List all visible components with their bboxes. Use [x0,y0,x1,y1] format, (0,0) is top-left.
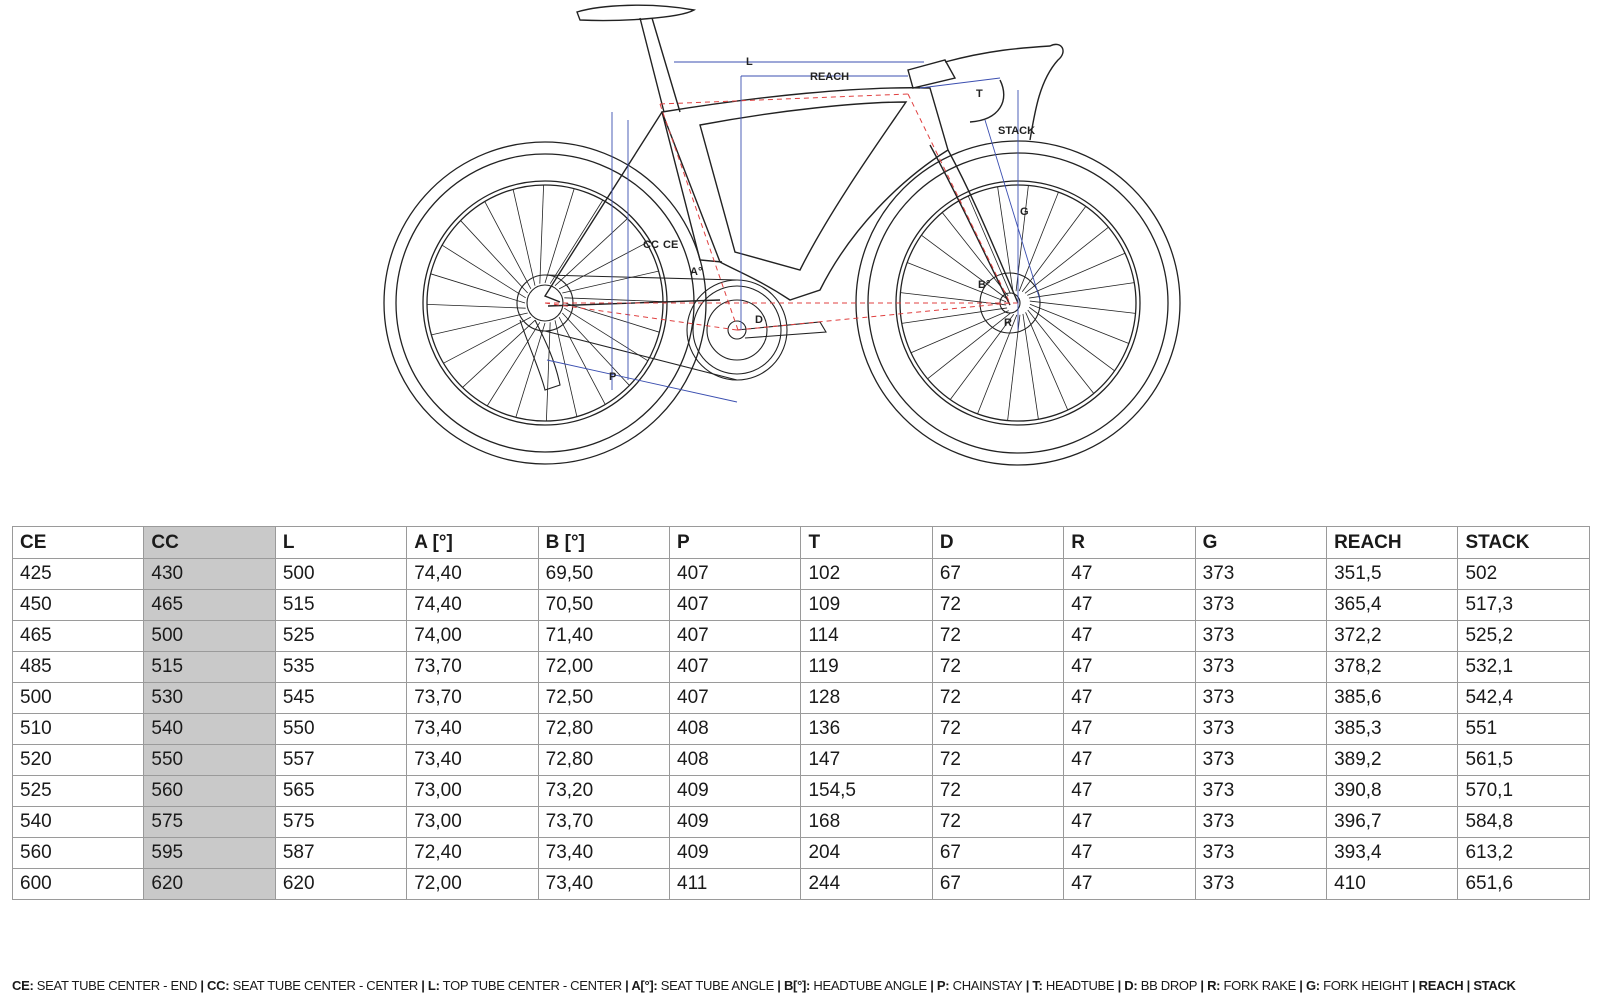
table-cell: 373 [1195,838,1326,869]
legend: CE: SEAT TUBE CENTER - END | CC: SEAT TUBE CENTER - CENTER | L: TOP TUBE CENTER - CENTER | A[°]: SEAT TUBE ANGLE | B[°]: HEADTUBE ANGLE | P: CHAINSTAY | T: HEADTUBE | D: BB DROP | R: FORK RAKE | G: FORK HEIGHT | REACH | STACK [12,978,1516,993]
table-cell: 47 [1064,838,1195,869]
column-header: T [801,527,932,559]
spoke [921,235,1006,299]
geometry-table-body [13,559,1590,900]
table-cell: 119 [801,652,932,683]
column-header: CC [144,527,275,559]
table-cell: 551 [1458,714,1590,745]
table-cell: 69,50 [538,559,669,590]
table-cell: 73,40 [538,869,669,900]
column-header: CE [13,527,144,559]
legend-item: A[°]: SEAT TUBE ANGLE [631,978,774,993]
table-cell: 545 [275,683,406,714]
label-b: B° [978,279,991,291]
table-cell: 385,3 [1327,714,1458,745]
table-cell: 560 [144,776,275,807]
table-cell: 517,3 [1458,590,1590,621]
table-cell: 542,4 [1458,683,1590,714]
table-cell: 73,40 [407,745,538,776]
table-cell: 74,00 [407,621,538,652]
table-cell: 540 [144,714,275,745]
table-cell: 373 [1195,745,1326,776]
table-cell: 430 [144,559,275,590]
table-cell: 373 [1195,621,1326,652]
table-cell: 411 [670,869,801,900]
table-cell: 500 [13,683,144,714]
table-cell: 168 [801,807,932,838]
legend-item: CE: SEAT TUBE CENTER - END [12,978,198,993]
dimension-lines [547,62,1040,402]
spoke [942,213,1008,296]
table-cell: 408 [670,714,801,745]
table-cell: 47 [1064,807,1195,838]
table-cell: 47 [1064,714,1195,745]
table-cell: 407 [670,683,801,714]
table-cell: 71,40 [538,621,669,652]
dimension-labels [609,56,1035,383]
geometry-table [12,526,1590,900]
table-cell: 584,8 [1458,807,1590,838]
table-cell: 136 [801,714,932,745]
table-cell: 74,40 [407,590,538,621]
table-cell: 530 [144,683,275,714]
table-cell: 561,5 [1458,745,1590,776]
column-header: D [932,527,1063,559]
table-cell: 373 [1195,776,1326,807]
table-cell: 557 [275,745,406,776]
legend-item: R: FORK RAKE [1207,978,1296,993]
column-header: G [1195,527,1326,559]
spoke [1022,206,1086,291]
spoke [998,187,1013,292]
table-cell: 147 [801,745,932,776]
table-cell: 73,20 [538,776,669,807]
table-row [13,869,1590,900]
table-cell: 373 [1195,590,1326,621]
table-cell: 396,7 [1327,807,1458,838]
table-cell: 565 [275,776,406,807]
table-cell: 587 [275,838,406,869]
table-cell: 407 [670,559,801,590]
spoke [1023,314,1038,419]
table-cell: 425 [13,559,144,590]
table-cell: 128 [801,683,932,714]
legend-item: STACK [1473,978,1516,993]
spoke [928,313,1011,379]
table-cell: 73,70 [407,683,538,714]
column-header: REACH [1327,527,1458,559]
table-cell: 600 [13,869,144,900]
label-t: T [976,88,983,100]
label-d: D [755,314,763,326]
table-cell: 73,40 [407,714,538,745]
spoke [1030,304,1129,343]
table-cell: 373 [1195,807,1326,838]
table-cell: 502 [1458,559,1590,590]
table-row [13,559,1590,590]
table-cell: 525 [13,776,144,807]
table-cell: 72,80 [538,714,669,745]
bike-geometry-diagram [380,0,1200,480]
table-cell: 620 [275,869,406,900]
spoke [513,189,535,285]
table-cell: 72,00 [538,652,669,683]
table-cell: 73,00 [407,807,538,838]
table-cell: 373 [1195,683,1326,714]
spoke [911,311,1009,353]
table-cell: 70,50 [538,590,669,621]
spoke [907,263,1006,302]
spoke [546,322,550,421]
table-row [13,714,1590,745]
label-r: R [1004,317,1012,329]
column-header: P [670,527,801,559]
table-cell: 72 [932,807,1063,838]
table-cell: 575 [275,807,406,838]
table-row [13,683,1590,714]
spoke [1026,312,1068,410]
table-cell: 102 [801,559,932,590]
table-cell: 409 [670,807,801,838]
table-cell: 550 [144,745,275,776]
legend-item: D: BB DROP [1124,978,1198,993]
table-cell: 372,2 [1327,621,1458,652]
table-cell: 47 [1064,869,1195,900]
table-cell: 373 [1195,714,1326,745]
table-cell: 72 [932,621,1063,652]
table-cell: 465 [144,590,275,621]
label-ce: CE [663,239,679,251]
geometry-table-header [13,527,1590,559]
table-cell: 385,6 [1327,683,1458,714]
table-cell: 520 [13,745,144,776]
table-row [13,807,1590,838]
table-row [13,776,1590,807]
table-cell: 73,70 [538,807,669,838]
table-cell: 73,70 [407,652,538,683]
table-cell: 651,6 [1458,869,1590,900]
table-cell: 407 [670,652,801,683]
spoke [1025,227,1108,293]
table-row [13,745,1590,776]
table-cell: 378,2 [1327,652,1458,683]
table-cell: 47 [1064,559,1195,590]
column-header: L [275,527,406,559]
table-cell: 595 [144,838,275,869]
legend-item: P: CHAINSTAY [936,978,1023,993]
table-cell: 365,4 [1327,590,1458,621]
spoke [1028,310,1094,393]
spoke [559,243,646,289]
table-cell: 515 [144,652,275,683]
label-p: P [609,371,617,383]
table-cell: 407 [670,621,801,652]
table-cell: 500 [144,621,275,652]
table-cell: 47 [1064,621,1195,652]
table-cell: 72,80 [538,745,669,776]
table-cell: 72 [932,776,1063,807]
legend-item: CC: SEAT TUBE CENTER - CENTER [207,978,418,993]
table-cell: 485 [13,652,144,683]
label-g: G [1020,206,1029,218]
table-cell: 73,00 [407,776,538,807]
table-cell: 72,40 [407,838,538,869]
table-cell: 373 [1195,559,1326,590]
table-cell: 351,5 [1327,559,1458,590]
spoke [431,313,527,335]
spoke [564,298,663,302]
table-cell: 114 [801,621,932,652]
table-cell: 72 [932,683,1063,714]
table-cell: 373 [1195,652,1326,683]
column-header: STACK [1458,527,1590,559]
table-cell: 510 [13,714,144,745]
table-cell: 154,5 [801,776,932,807]
spoke [1029,307,1114,371]
table-cell: 613,2 [1458,838,1590,869]
table-cell: 67 [932,559,1063,590]
table-cell: 389,2 [1327,745,1458,776]
table-cell: 72 [932,745,1063,776]
table-cell: 109 [801,590,932,621]
spoke [485,202,531,289]
table-cell: 500 [275,559,406,590]
table-cell: 465 [13,621,144,652]
label-l: L [746,56,753,68]
table-cell: 525 [275,621,406,652]
spoke [562,313,629,385]
table-cell: 47 [1064,683,1195,714]
label-cc: CC [643,239,659,251]
table-cell: 47 [1064,652,1195,683]
table-cell: 74,40 [407,559,538,590]
table-row [13,621,1590,652]
spoke [1027,253,1125,295]
table-row [13,838,1590,869]
table-cell: 244 [801,869,932,900]
table-cell: 450 [13,590,144,621]
table-cell: 560 [13,838,144,869]
label-reach: REACH [810,71,850,83]
table-cell: 410 [1327,869,1458,900]
table-cell: 540 [13,807,144,838]
table-cell: 47 [1064,776,1195,807]
label-a: A° [690,266,703,278]
spoke [461,221,528,293]
header-row [13,527,1590,559]
table-cell: 407 [670,590,801,621]
table-cell: 47 [1064,590,1195,621]
table-cell: 620 [144,869,275,900]
spoke [1030,301,1136,313]
table-cell: 72,00 [407,869,538,900]
bike-frame [545,5,1063,306]
table-cell: 525,2 [1458,621,1590,652]
table-cell: 67 [932,838,1063,869]
table-cell: 373 [1195,869,1326,900]
table-cell: 515 [275,590,406,621]
table-cell: 204 [801,838,932,869]
table-cell: 409 [670,776,801,807]
table-cell: 535 [275,652,406,683]
table-row [13,652,1590,683]
table-cell: 393,4 [1327,838,1458,869]
legend-item: L: TOP TUBE CENTER - CENTER [427,978,622,993]
spoke [562,271,658,293]
table-cell: 408 [670,745,801,776]
legend-item: T: HEADTUBE [1032,978,1115,993]
table-cell: 550 [275,714,406,745]
table-cell: 570,1 [1458,776,1590,807]
label-stack: STACK [998,125,1036,137]
table-cell: 390,8 [1327,776,1458,807]
spoke [902,308,1007,323]
column-header: B [°] [538,527,669,559]
drivetrain [517,273,1040,390]
legend-item: B[°]: HEADTUBE ANGLE [783,978,927,993]
column-header: A [°] [407,527,538,559]
table-cell: 575 [144,807,275,838]
table-cell: 409 [670,838,801,869]
table-cell: 532,1 [1458,652,1590,683]
table-cell: 72 [932,714,1063,745]
table-cell: 72 [932,590,1063,621]
table-cell: 73,40 [538,838,669,869]
column-header: R [1064,527,1195,559]
spoke [1029,283,1134,298]
table-row [13,590,1590,621]
table-cell: 47 [1064,745,1195,776]
legend-item: G: FORK HEIGHT [1305,978,1409,993]
table-cell: 67 [932,869,1063,900]
spoke [427,304,526,308]
spoke [559,317,605,404]
spoke [444,317,531,363]
table-cell: 72 [932,652,1063,683]
spoke [1008,315,1020,421]
spoke [540,185,544,284]
legend-item: REACH [1418,978,1464,993]
table-cell: 72,50 [538,683,669,714]
